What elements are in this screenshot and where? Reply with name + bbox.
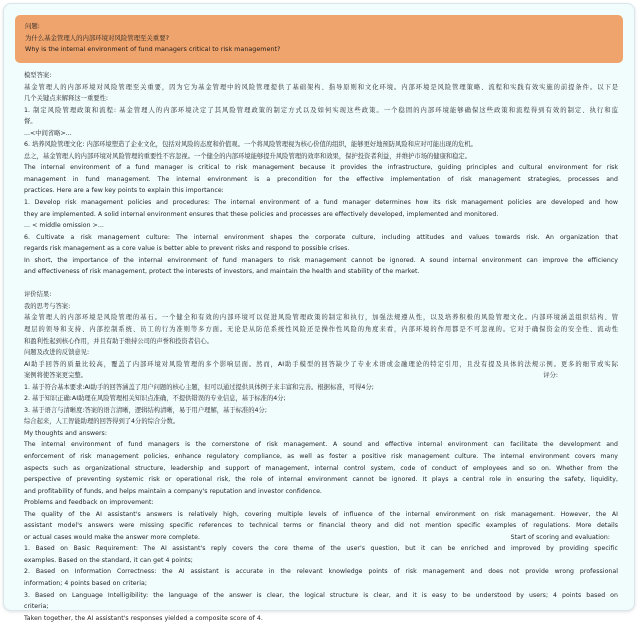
thoughts-en-line: perspective of preventing systemic risk or operational risk, the role of internal environment cannot be ignored. It plays a central role in ensuring the safety, liquidity, — [24, 476, 618, 484]
model-answer-en-omission: ... < middle omission >... — [24, 222, 104, 230]
model-answer-zh-line: 几个关键点来解释这一重要性: — [24, 95, 108, 103]
model-answer-zh-line: 6. 培养风险管理文化: 内部环境塑造了企业文化，包括对风险的态度和价值观。一个将风险管理视为核心价值的组织，能够更好地预防风险和应对可能出现的危机。 — [24, 141, 477, 149]
feedback-zh-line: AI助手回答的质量比较高，覆盖了内部环境对风险管理的多个影响层面。然而，AI助手模型的回答缺少了专业术语或金融理论的特定引用，且没有提及具体的法规示例。更多的细节或实际 — [24, 360, 618, 368]
model-answer-en-line: In short, the importance of the internal environment of fund managers to risk management cannot be ignored. A sound internal environment can improve the efficiency — [24, 256, 618, 264]
thoughts-label-zh: 我的思考与答案: — [24, 302, 71, 310]
model-answer-en-line: practices. Here are a few key points to explain this importance: — [24, 187, 224, 195]
score-en-line: examples. Based on the standard, it can get 4 points; — [24, 556, 193, 564]
score-zh-line: 2. 基于知识正确:AI助理在风险管理相关知识点准确，不提供错误的专业信息，基于标准的4分; — [24, 395, 286, 403]
question-en: Why is the internal environment of fund managers critical to risk management? — [25, 45, 281, 53]
document-body — [24, 70, 618, 624]
model-answer-zh-line: 基金管理人的内部环境对风险管理至关重要，因为它为基金管理中的风险管理提供了基础架构、指导原则和文化环境。内部环境是风险管理策略、流程和实践有效实施的前提条件。以下是 — [24, 83, 618, 91]
thoughts-en-line: aspects such as organizational structure, leadership and support of management, internal control system, code of conduct of employees and so on. Whether from the — [24, 464, 618, 472]
feedback-en-line: The quality of the AI assistant's answers is relatively high, covering multiple levels of influence of the internal environment on risk management. However, the AI — [24, 510, 618, 518]
model-answer-en-line: they are implemented. A solid internal environment ensures that these policies and processes are effectively developed, implemented and monitored. — [24, 210, 499, 218]
model-answer-en-line: The internal environment of a fund manager is critical to risk management because it provides the infrastructure, guiding principles and cultural environment for risk — [24, 164, 618, 172]
thoughts-en-line: enforcement of risk management policies, enhance regulatory compliance, as well as foster a positive risk management culture. The internal environment covers many — [24, 453, 618, 460]
model-answer-en-line: regards risk management as a core value is better able to prevent risks and respond to possible crises. — [24, 245, 350, 253]
qa-evaluation-card — [3, 3, 635, 622]
score-zh-line: 3. 基于语言与清晰度:答案的语言清晰，逻辑结构清晰，易于用户理解，基于标准的4分; — [24, 406, 267, 414]
thoughts-en-line: and profitability of funds, and helps maintain a company's reputation and investor confidence. — [24, 487, 322, 495]
score-en-summary: Taken together, the AI assistant's responses yielded a composite score of 4. — [24, 614, 263, 622]
score-en-line: criteria; — [24, 603, 49, 611]
score-label-zh: 评分: — [543, 372, 558, 380]
spacer — [24, 278, 618, 290]
score-zh-summary: 综合起来，人工智能助理的回答得到了4分的综合分数。 — [24, 418, 180, 426]
score-en-line: 1. Based on Basic Requirement: The AI assistant's reply covers the core theme of the user's question, but it can be enriched and improved by providing specific — [24, 545, 618, 553]
model-answer-en-line: and effectiveness of risk management, protect the interests of investors, and maintain the health and stability of the market. — [24, 268, 420, 276]
model-answer-zh-line: 总之，基金管理人的内部环境对风险管理的重要性不容忽视。一个健全的内部环境能够提升风险管理的效率和效果，保护投资者利益，并维护市场的健康和稳定。 — [24, 152, 472, 160]
feedback-zh-line-with-score — [24, 370, 618, 382]
score-en-line: 3. Based on Language Intelligibility: the language of the answer is clear, the logical structure is clear, and it is easy to be understood by users; 4 points based on — [24, 591, 618, 599]
question-banner — [15, 15, 623, 63]
feedback-en-line: assistant model's answers were missing specific references to technical terms or financial theory and did not mention specific examples of regulations. More details — [24, 522, 618, 530]
model-answer-en-line: 6. Cultivate a risk management culture: The internal environment shapes the corporate culture, including attitudes and values towards risk. An organization that — [24, 233, 618, 241]
thoughts-zh-line: 理层的领导和支持、内部控制系统、员工的行为准则等多方面。无论是从防范系统性风险还是操作性风险的角度来看，内部环境的作用都是不可忽视的。它对于确保资金的安全性、流动性 — [24, 325, 618, 333]
score-label-en: Start of scoring and evaluation: — [510, 533, 610, 541]
feedback-zh-line: 案例将使答案更完整。 — [24, 372, 87, 380]
feedback-en-line: or actual cases would make the answer more complete. — [24, 533, 200, 541]
model-answer-zh-line: 1. 制定风险管理政策和流程: 基金管理人的内部环境决定了其风险管理政策的制定方式以及如何实现这些政策。一个稳固的内部环境能够确保这些政策和流程得到有效的制定、执行和监 — [24, 106, 618, 114]
thoughts-label-en: My thoughts and answers: — [24, 429, 107, 437]
model-answer-zh-omission: ...<中间省略>... — [24, 129, 72, 137]
score-en-line: information; 4 points based on criteria; — [24, 580, 147, 588]
feedback-en-line-with-score — [24, 532, 618, 544]
model-answer-en-line: 1. Develop risk management policies and procedures: The internal environment of a fund manager determines how its risk management policies are developed and how — [24, 199, 618, 207]
question-zh: 为什么基金管理人的内部环境对风险管理至关重要? — [25, 33, 169, 42]
model-answer-label: 模型答案: — [24, 72, 52, 79]
score-en-line: 2. Based on Information Correctness: the AI assistant is accurate in the relevant knowledge points of risk management and does not provide wrong professional — [24, 568, 618, 576]
thoughts-zh-line: 基金管理人的内部环境是风险管理的基石。一个健全和有效的内部环境可以促进风险管理政策的制定和执行，加强法规遵从性，以及培养积极的风险管理文化。内部环境涵盖组织结构、管 — [24, 314, 618, 322]
feedback-label-zh: 问题及改进的反馈意见: — [24, 349, 90, 357]
question-label: 问题: — [25, 22, 40, 30]
evaluation-label: 评价结果: — [24, 291, 52, 299]
thoughts-zh-line: 和盈利性起到核心作用，并且有助于维持公司的声誉和投资者信心。 — [24, 337, 213, 345]
score-zh-line: 1. 基于符合基本要求:AI助手的回答涵盖了用户问题的核心主题，但可以通过提供具体例子来丰富和完善。根据标准，可得4分; — [24, 383, 374, 391]
model-answer-en-line: management in fund management. The internal environment is a precondition for the effective implementation of risk management strategies, processes and — [24, 175, 618, 183]
model-answer-zh-line: 督。 — [24, 118, 37, 126]
thoughts-en-line: The internal environment of fund managers is the cornerstone of risk management. A sound and effective internal environment can facilitate the development and — [24, 441, 618, 449]
feedback-label-en: Problems and feedback on improvement: — [24, 499, 154, 507]
